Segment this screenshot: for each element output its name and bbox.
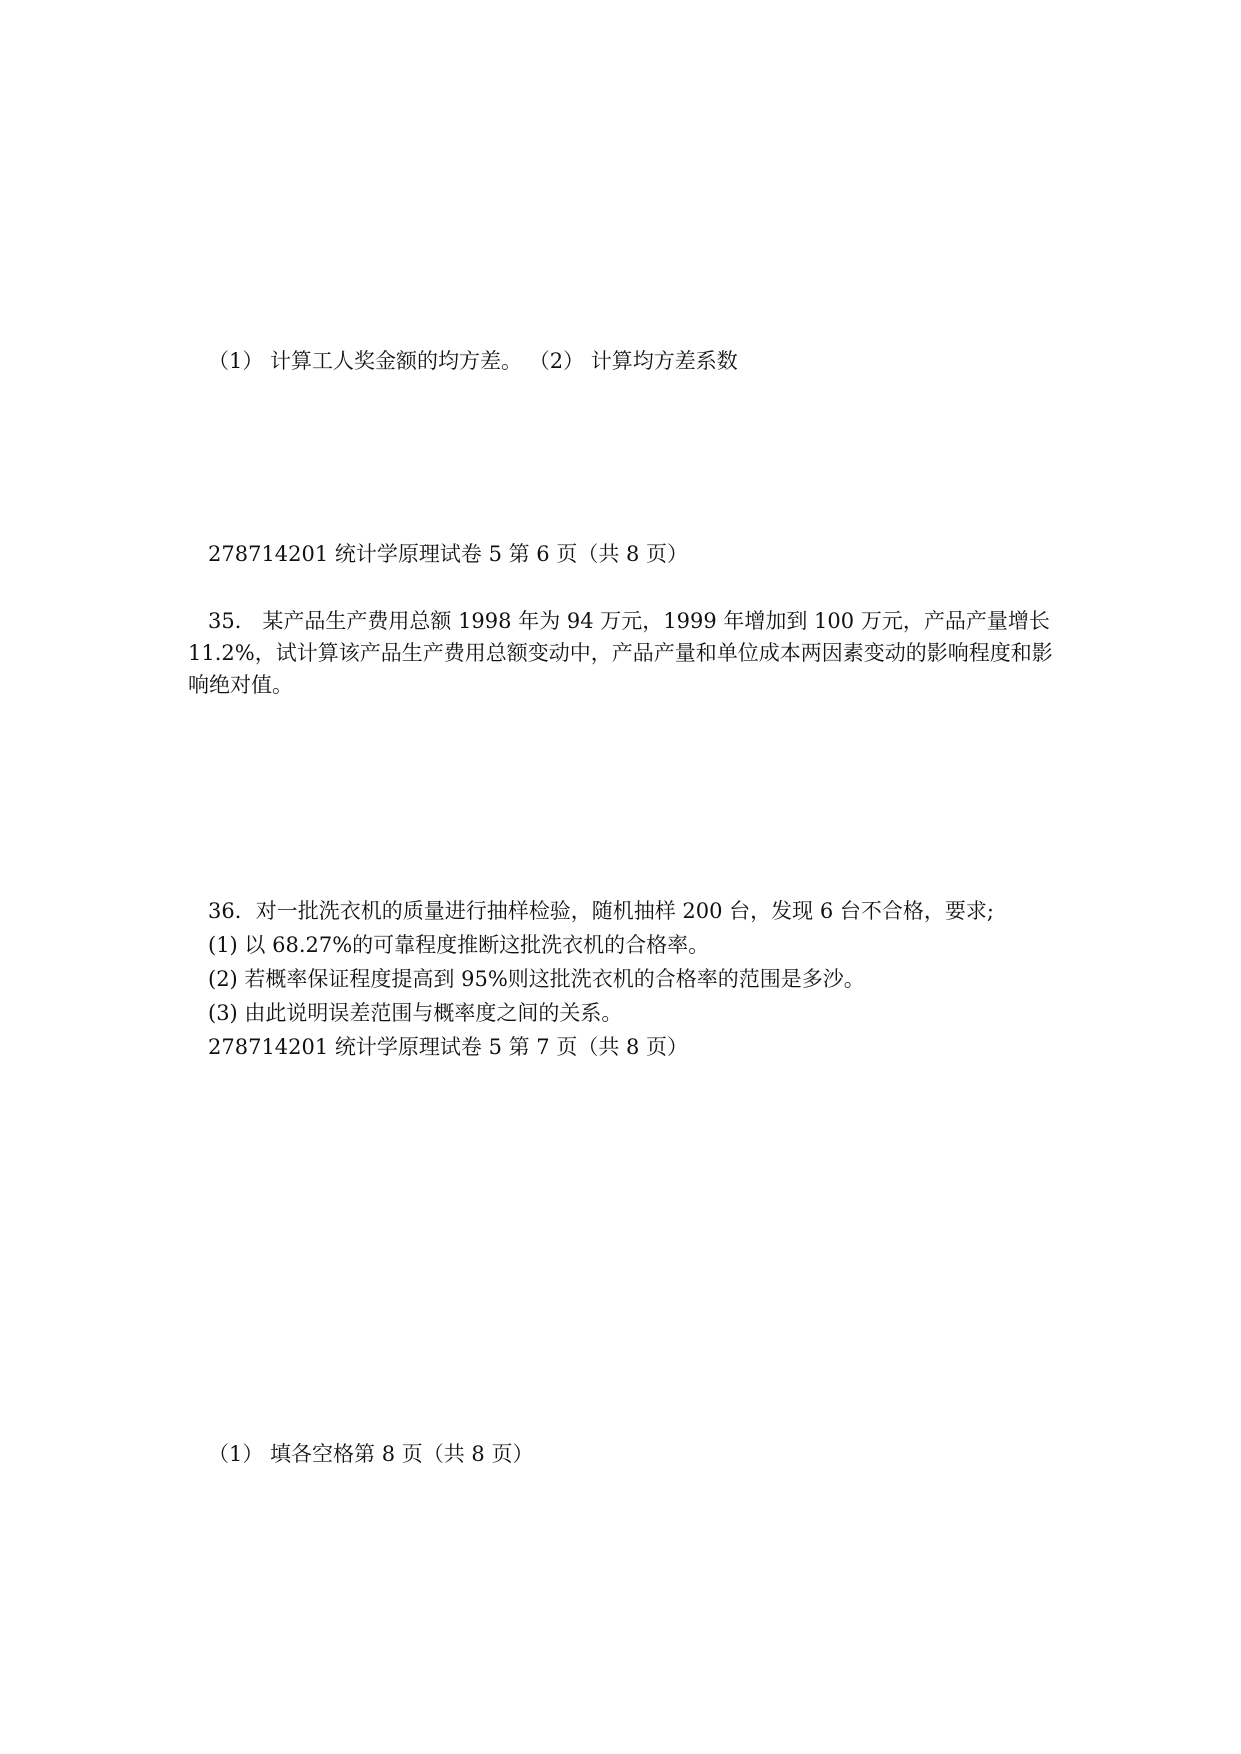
question-36-intro: 36．对一批洗衣机的质量进行抽样检验，随机抽样 200 台，发现 6 台不合格，要求;: [208, 899, 994, 923]
q37-sub-question-footer-8: （1） 填各空格第 8 页（共 8 页）: [208, 1442, 534, 1466]
question-36-sub1: (1) 以 68.27%的可靠程度推断这批洗衣机的合格率。: [208, 933, 710, 957]
page-footer-6: 278714201 统计学原理试卷 5 第 6 页（共 8 页）: [208, 542, 689, 566]
question-36-sub3: (3) 由此说明误差范围与概率度之间的关系。: [208, 1001, 623, 1025]
question-36-sub2: (2) 若概率保证程度提高到 95%则这批洗衣机的合格率的范围是多沙。: [208, 967, 865, 991]
question-35: [188, 605, 1068, 701]
question-35-text: 35． 某产品生产费用总额 1998 年为 94 万元，1999 年增加到 100 万元，产品产量增长 11.2%，试计算该产品生产费用总额变动中，产品产量和单位成本两因素变动的影响程度和影响绝对值。: [188, 609, 1053, 697]
page-footer-7: 278714201 统计学原理试卷 5 第 7 页（共 8 页）: [208, 1035, 689, 1059]
q34-sub-questions: （1） 计算工人奖金额的均方差。 （2） 计算均方差系数: [208, 349, 738, 373]
